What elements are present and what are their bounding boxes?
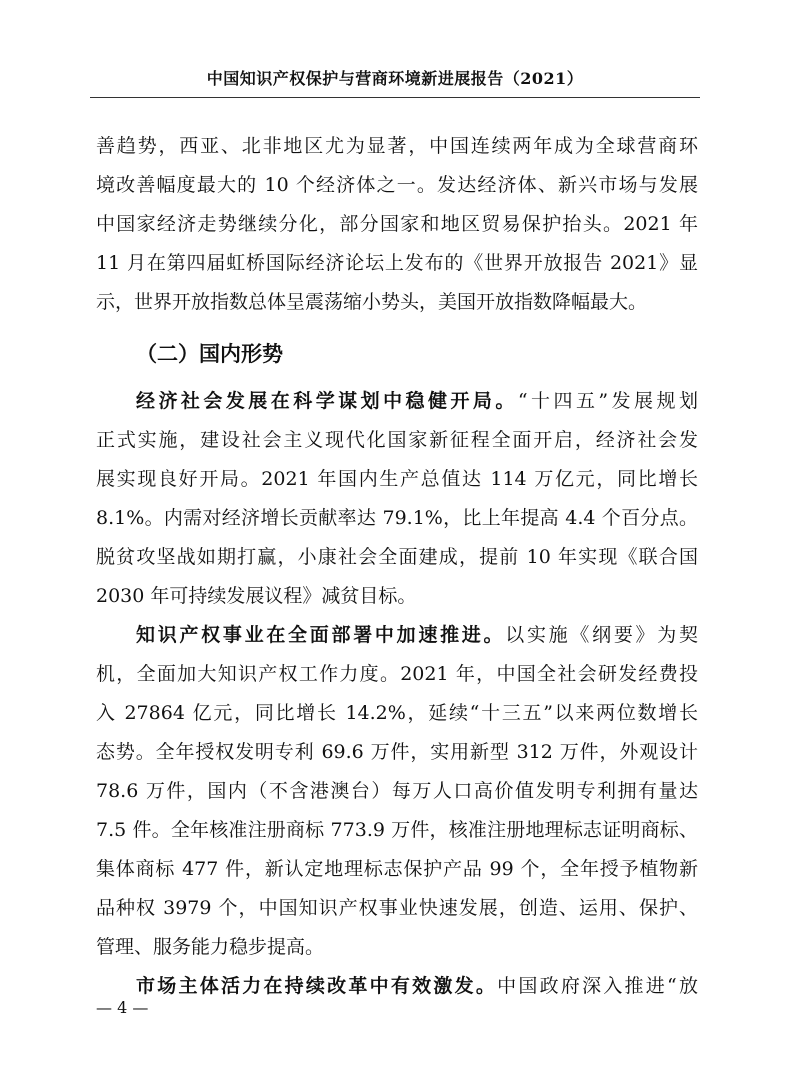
text-line: 示，世界开放指数总体呈震荡缩小势头，美国开放指数降幅最大。 (96, 291, 648, 313)
paragraph-global-situation (96, 127, 698, 322)
text-line: 8.1%。内需对经济增长贡献率达 79.1%，比上年提高 4.4 个百分点。 (96, 507, 698, 529)
text-line: 展实现良好开局。2021 年国内生产总值达 114 万亿元，同比增长 (96, 468, 698, 490)
text-line-first (96, 382, 698, 421)
text-line: 品种权 3979 个，中国知识产权事业快速发展，创造、运用、保护、 (96, 897, 698, 919)
text-line: 正式实施，建设社会主义现代化国家新征程全面开启，经济社会发 (96, 429, 698, 451)
paragraph-economy (96, 382, 698, 616)
text-line: 11 月在第四届虹桥国际经济论坛上发布的《世界开放报告 2021》显 (96, 252, 698, 274)
text-line: 2030 年可持续发展议程》减贫目标。 (96, 585, 417, 607)
text-line: 态势。全年授权发明专利 69.6 万件，实用新型 312 万件，外观设计 (96, 741, 698, 763)
text-line-first (96, 967, 698, 1006)
paragraph-lead: 市场主体活力在持续改革中有效激发。 (136, 975, 498, 997)
text-line: 机，全面加大知识产权工作力度。2021 年，中国全社会研发经费投 (96, 663, 698, 685)
paragraph-lead: 知识产权事业在全面部署中加速推进。 (136, 624, 506, 646)
text-line: 善趋势，西亚、北非地区尤为显著，中国连续两年成为全球营商环 (96, 135, 698, 157)
paragraph-first-text: “十四五”发展规划 (517, 390, 698, 412)
page-number: — 4 — (96, 998, 149, 1017)
paragraph-market (96, 967, 698, 1006)
paragraph-first-text: 中国政府深入推进“放 (497, 975, 698, 997)
paragraph-first-text: 以实施《纲要》为契 (505, 624, 698, 646)
text-line: 中国家经济走势继续分化，部分国家和地区贸易保护抬头。2021 年 (96, 213, 698, 235)
text-line: 管理、服务能力稳步提高。 (96, 936, 325, 958)
text-line: 78.6 万件，国内（不含港澳台）每万人口高价值发明专利拥有量达 (96, 780, 698, 802)
text-line: 脱贫攻坚战如期打赢，小康社会全面建成，提前 10 年实现《联合国 (96, 546, 698, 568)
header-rule (90, 97, 700, 98)
running-header: 中国知识产权保护与营商环境新进展报告（2021） (206, 69, 584, 88)
text-line: 集体商标 477 件，新认定地理标志保护产品 99 个，全年授予植物新 (96, 858, 698, 880)
page-body (96, 127, 698, 1006)
section-heading: （二）国内形势 (136, 342, 283, 366)
text-line: 境改善幅度最大的 10 个经济体之一。发达经济体、新兴市场与发展 (96, 174, 698, 196)
text-line: 7.5 件。全年核准注册商标 773.9 万件，核准注册地理标志证明商标、 (96, 819, 698, 841)
text-line-first (96, 616, 698, 655)
text-line: 入 27864 亿元，同比增长 14.2%，延续“十三五”以来两位数增长 (96, 702, 698, 724)
paragraph-lead: 经济社会发展在科学谋划中稳健开局。 (136, 390, 518, 412)
paragraph-ip (96, 616, 698, 967)
